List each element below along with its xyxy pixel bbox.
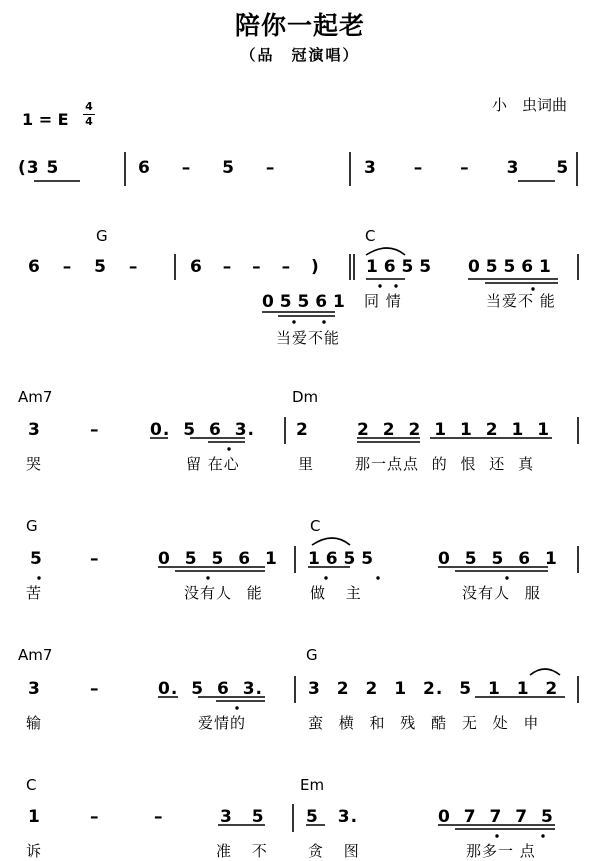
row6-lyric-3: 贪 图 — [308, 842, 360, 860]
row5-chord-g: G — [306, 646, 318, 664]
row1-notes-intro: (3 5 — [18, 158, 60, 178]
row1-notes-measure2: 6 – 5 – — [138, 158, 276, 178]
row3-note-2: 2 — [296, 420, 309, 440]
row5-chord-am7: Am7 — [18, 646, 53, 664]
row6-lyric-2: 准 不 — [216, 842, 268, 860]
row6-lyric-1: 诉 — [26, 842, 43, 860]
row3-lyric-2: 留 在心 — [186, 455, 240, 473]
row6-lyric-4: 那多一 点 — [466, 842, 536, 860]
row4-lyric-2: 没有人 能 — [184, 584, 263, 602]
time-signature — [83, 101, 95, 128]
song-title: 陪你一起老 — [234, 11, 365, 40]
row6-notes-group-3: 0 7 7 7 5 — [438, 807, 554, 827]
row5-note-1: 3 — [28, 679, 41, 699]
lyricist-composer-credit: 小 虫词曲 — [492, 96, 568, 114]
row5-notes-group-2: 3 2 2 1 2. 5 1 1 2 — [308, 679, 559, 699]
time-signature-bottom: 4 — [85, 115, 93, 128]
row6-chord-c: C — [26, 776, 37, 794]
row6-dash-1: – — [90, 807, 100, 827]
row5-notes-group-1: 0. 5 6 3. — [158, 679, 263, 699]
row2-notes-measure2: 6 – – – ) — [190, 257, 320, 277]
row4-note-1: 5 — [30, 549, 43, 569]
row3-chord-dm: Dm — [292, 388, 319, 406]
row5-dash-1: – — [90, 679, 100, 699]
row2-lyric-2: 当爱不 能 — [486, 292, 556, 310]
row6-note-1: 1 — [28, 807, 41, 827]
row4-notes-group-3: 0 5 5 6 1 — [438, 549, 558, 569]
row3-lyric-1: 哭 — [26, 455, 43, 473]
row3-notes-group-1: 0. 5 6 3. — [150, 420, 255, 440]
key-signature: 1 = E — [22, 110, 69, 129]
row5-lyric-3: 蛮 横 和 残 酷 无 处 申 — [308, 714, 540, 732]
row2-lyric-1: 同 情 — [364, 292, 402, 310]
row5-lyric-2: 爱情的 — [198, 714, 247, 732]
row4-lyric-3: 做 主 — [310, 584, 362, 602]
row4-lyric-1: 苦 — [26, 584, 43, 602]
row3-note-1: 3 — [28, 420, 41, 440]
row3-lyric-4: 那一点点 的 恨 还 真 — [355, 455, 535, 473]
row2-chord-c: C — [365, 227, 376, 245]
row1-notes-measure3: 3 – – 3 5 — [364, 158, 570, 178]
row4-chord-c: C — [310, 517, 321, 535]
row2-notes-measure3b: 0 5 5 6 1 — [468, 257, 551, 277]
row2-notes-measure1: 6 – 5 – — [28, 257, 139, 277]
row4-notes-group-2: 1 6 5 5 — [308, 549, 374, 569]
row2-alt-lyric: 当爱不能 — [276, 329, 341, 347]
row4-dash-1: – — [90, 549, 100, 569]
row6-notes-group-1: 3 5 — [220, 807, 265, 827]
row3-dash-1: – — [90, 420, 100, 440]
row5-lyric-1: 输 — [26, 714, 43, 732]
row2-alt-notes: 0 5 5 6 1 — [262, 292, 345, 312]
row2-chord-g: G — [96, 227, 108, 245]
row2-notes-measure3a: 1 6 5 5 — [366, 257, 432, 277]
row3-lyric-3: 里 — [298, 455, 315, 473]
row6-chord-em: Em — [300, 776, 325, 794]
row3-chord-am7: Am7 — [18, 388, 53, 406]
singer-credit: （品 冠演唱） — [240, 46, 360, 64]
time-signature-top: 4 — [85, 100, 93, 113]
row4-chord-g: G — [26, 517, 38, 535]
row4-notes-group-1: 0 5 5 6 1 — [158, 549, 278, 569]
row3-notes-group-2: 2 2 2 1 1 2 1 1 — [357, 420, 551, 440]
row4-lyric-4: 没有人 服 — [462, 584, 541, 602]
row6-dash-2: – — [154, 807, 164, 827]
row6-notes-group-2: 5 3. — [306, 807, 359, 827]
